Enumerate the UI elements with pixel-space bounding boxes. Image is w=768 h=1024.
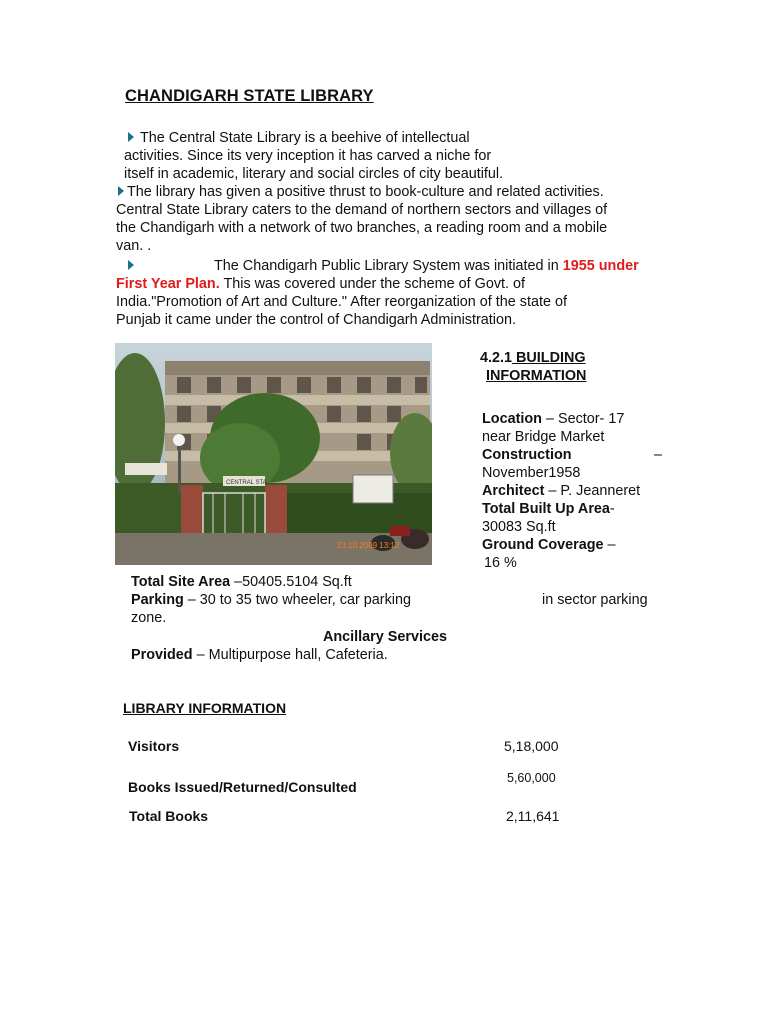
- building-info-heading: 4.2.1 BUILDING INFORMATION: [480, 350, 587, 384]
- ancillary-services-label: Ancillary Services: [323, 629, 447, 645]
- library-info-row-value: 5,18,000: [504, 738, 559, 754]
- library-info-row-label: Books Issued/Returned/Consulted: [128, 779, 357, 795]
- photo-sign-text: CENTRAL STA: [226, 480, 267, 486]
- library-info-row-label: Visitors: [128, 738, 180, 754]
- triangle-bullet-icon: [118, 186, 124, 196]
- page-title: CHANDIGARH STATE LIBRARY: [125, 87, 374, 105]
- ancillary-services: Provided – Multipurpose hall, Cafeteria.: [131, 647, 388, 663]
- library-info-row-label: Total Books: [129, 808, 209, 824]
- library-building-photo: [115, 343, 432, 565]
- intro-paragraph-1: The Central State Library is a beehive of intellectual activities. Since its very inception it has carved a niche for itself in academic, literary and social circles of city beautiful.: [124, 130, 504, 182]
- site-area: Total Site Area –50405.5104 Sq.ft: [131, 574, 352, 590]
- building-info-details: Location – Sector- 17 near Bridge Market Construction – November1958 Architect – P. Jeanneret Total Built Up Area- 30083 Sq.ft Ground Coverage – 16 %: [482, 411, 662, 571]
- parking-line2: zone.: [131, 610, 167, 626]
- library-info-heading: LIBRARY INFORMATION: [123, 700, 287, 716]
- triangle-bullet-icon: [128, 132, 134, 142]
- intro-paragraph-3: The Chandigarh Public Library System was initiated in 1955 under First Year Plan. This was covered under the scheme of Govt. of India."Promotion of Art and Culture." After reorganization of the state of Punjab it came under the control of Chandigarh Administration.: [116, 258, 639, 328]
- photo-timestamp: 23.10.2009 13:12: [337, 541, 400, 550]
- parking: Parking – 30 to 35 two wheeler, car parking: [131, 592, 411, 608]
- parking-right: in sector parking: [542, 592, 648, 608]
- triangle-bullet-icon: [128, 260, 134, 270]
- intro-paragraph-2: The library has given a positive thrust to book-culture and related activities. Central State Library caters to the demand of northern sectors and villages of the Chandigarh with a network of two branches, a reading room and a mobile van. .: [116, 184, 608, 254]
- library-info-row-value: 5,60,000: [507, 771, 556, 785]
- library-info-row-value: 2,11,641: [506, 808, 560, 824]
